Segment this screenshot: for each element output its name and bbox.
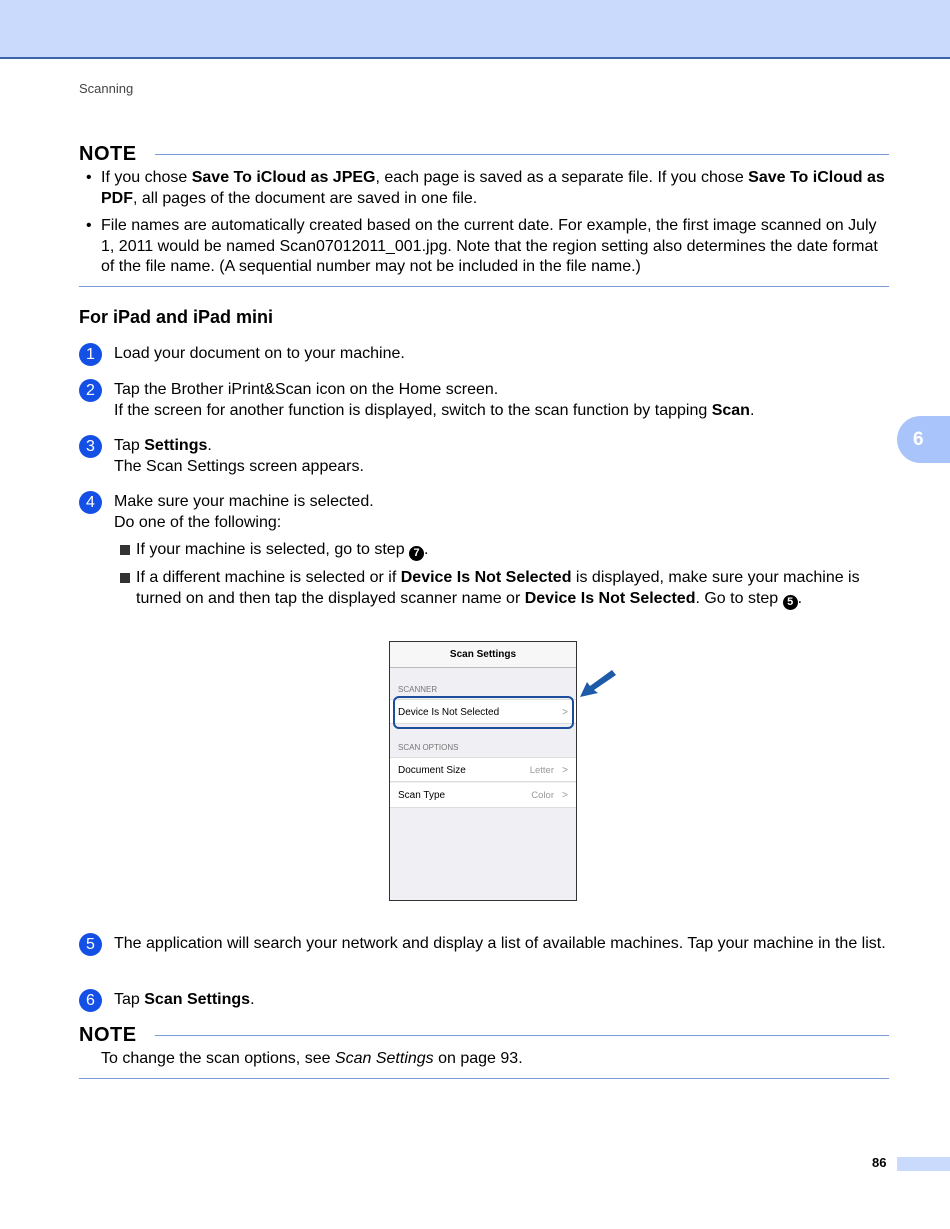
device-row: Device Is Not Selected > [390, 699, 576, 724]
step-3 [79, 436, 889, 477]
header-band [0, 0, 950, 59]
step-text: Load your document on to your machine. [114, 345, 405, 362]
section-title: Scanning [79, 81, 134, 96]
step-text: Make sure your machine is selected. Do one of the following: [114, 493, 374, 531]
note-end-rule [79, 1078, 889, 1079]
bullet-dot: • [86, 217, 92, 234]
note-bullet-text: File names are automatically created based on the current date. For example, the first image scanned on July 1, 2011 would be named Scan07012011_001.jpg. Note that the region setting also determines the date format of the file name. (A sequential number may not be included in the file name.) [101, 217, 878, 275]
cross-reference-link[interactable]: Scan Settings [334, 1050, 434, 1067]
device-highlight [393, 696, 574, 729]
note-bullet-text: If you chose Save To iCloud as JPEG, each page is saved as a separate file. If you chose Save To iCloud as PDF, all pages of the document are saved in one file. [101, 169, 885, 207]
note-title: NOTE [79, 1024, 137, 1046]
step-text: Tap Settings. The Scan Settings screen appears. [114, 437, 364, 475]
screen-title: Scan Settings [390, 642, 576, 668]
note-text: To change the scan options, see Scan Settings on page 93. [101, 1050, 523, 1067]
step-text: The application will search your network and display a list of available machines. Tap your machine in the list. [114, 935, 886, 952]
step-number: 3 [79, 435, 102, 458]
square-bullet [120, 573, 130, 583]
step-number: 2 [79, 379, 102, 402]
note-title: NOTE [79, 143, 137, 165]
scan-type-row: Scan Type Color > [390, 783, 576, 808]
chevron-right-icon: > [562, 765, 568, 776]
step-6 [79, 990, 889, 1011]
scanner-header: SCANNER [398, 685, 438, 694]
step-5 [79, 934, 889, 955]
step-number: 1 [79, 343, 102, 366]
note-header [79, 1024, 889, 1047]
bullet-dot: • [86, 169, 92, 186]
note-rule [155, 1035, 889, 1036]
subsection-title: For iPad and iPad mini [79, 307, 274, 327]
step-4-option: If a different machine is selected or if Device Is Not Selected is displayed, make sure your machine is turned on and then tap the displayed scanner name or Device Is Not Selected. Go to step 5 . [120, 568, 890, 610]
chevron-right-icon: > [562, 790, 568, 801]
step-4 [79, 492, 889, 533]
step-text: Tap the Brother iPrint&Scan icon on the Home screen. If the screen for another function is displayed, switch to the scan function by tapping Scan. [114, 381, 755, 419]
step-1 [79, 344, 889, 365]
note-header [79, 143, 889, 166]
step-text: Tap Scan Settings. [114, 991, 255, 1008]
page-number-bar [897, 1157, 950, 1171]
chevron-right-icon: > [562, 707, 568, 718]
note-bullet [86, 168, 886, 209]
square-bullet [120, 545, 130, 555]
step-2 [79, 380, 889, 421]
step-reference: 7 [409, 546, 424, 561]
step-number: 6 [79, 989, 102, 1012]
chapter-tab: 6 [897, 416, 950, 463]
document-size-row: Document Size Letter > [390, 757, 576, 782]
page-number: 86 [872, 1155, 887, 1170]
note-end-rule [79, 286, 889, 287]
scan-settings-screenshot [389, 641, 577, 901]
pointer-arrow-icon [580, 670, 618, 700]
note-bullet [86, 216, 886, 278]
step-4-option: If your machine is selected, go to step 7 . [120, 540, 890, 561]
note-rule [155, 154, 889, 155]
step-number: 5 [79, 933, 102, 956]
step-reference: 5 [783, 595, 798, 610]
step-number: 4 [79, 491, 102, 514]
scan-options-header: SCAN OPTIONS [398, 743, 459, 752]
